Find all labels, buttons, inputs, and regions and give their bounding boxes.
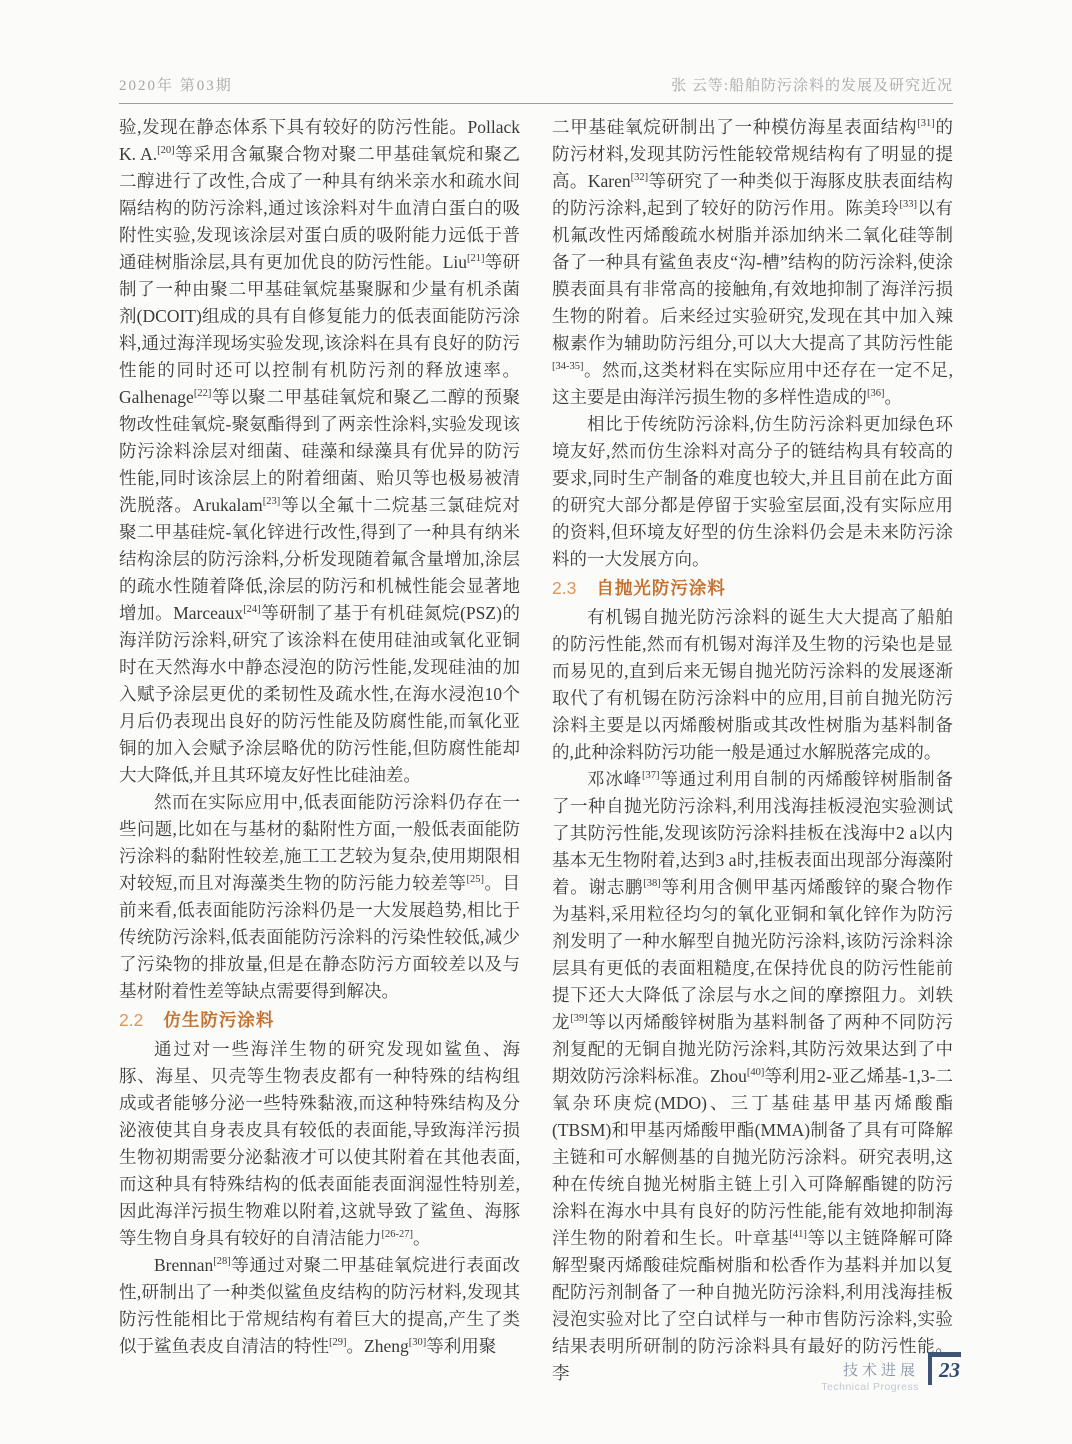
section-heading <box>552 574 953 603</box>
reference-marker: [24] <box>243 604 261 616</box>
reference-marker: [23] <box>262 496 281 508</box>
reference-marker: [29] <box>329 1337 347 1349</box>
reference-marker: [26-27] <box>381 1229 413 1241</box>
paragraph: 相比于传统防污涂料,仿生防污涂料更加绿色环境友好,然而仿生涂料对高分子的链结构具有较高的要求,同时生产制备的难度也较大,并且目前在此方面的研究大部分都是停留于实验室层面,没有实际应用的资料,但环境友好型的仿生涂料仍会是未来防污涂料的一大发展方向。 <box>552 414 953 569</box>
reference-marker: [36] <box>867 388 885 400</box>
running-title: 张 云等:船舶防污涂料的发展及研究近况 <box>671 78 953 94</box>
section-heading <box>119 1006 520 1035</box>
reference-marker: [40] <box>746 1067 765 1079</box>
reference-marker: [30] <box>408 1337 427 1349</box>
reference-marker: [32] <box>630 172 649 184</box>
paragraph: 邓冰峰[37]等通过利用自制的丙烯酸锌树脂制备了一种自抛光防污涂料,利用浅海挂板浸泡实验测试了其防污性能,发现该防污涂料挂板在浅海中2 a以内基本无生物附着,达到3 a时,挂板表面出现部分海藻附着。谢志鹏[38]等利用含侧甲基丙烯酸锌的聚合物作为基料,采用粒径均匀的氧化亚铜和氧化锌作为防污剂发明了一种水解型自抛光防污涂料,该防污涂料涂层具有更低的表面粗糙度,在保持优良的防污性能前提下还大大降低了涂层与水之间的摩擦阻力。刘轶龙[39]等以丙烯酸锌树脂为基料制备了两种不同防污剂复配的无铜自抛光防污涂料,其防污效果达到了中期效防污涂料标准。Zhou[40]等利用2-亚乙烯基-1,3-二氧杂环庚烷(MDO)、三丁基硅基甲基丙烯酸酯(TBSM)和甲基丙烯酸甲酯(MMA)制备了具有可降解主链和可水解侧基的自抛光防污涂料。研究表明,这种在传统自抛光树脂主链上引入可降解酯键的防污涂料在海水中具有良好的防污性能,能有效地抑制海洋生物的附着和生长。叶章基[41]等以主链降解可降解型聚丙烯酸硅烷酯树脂和松香作为基料并加以复配防污剂制备了一种自抛光防污涂料,利用浅海挂板浸泡实验对比了空白试样与一种市售防污涂料,实验结果表明所研制的防污涂料具有最好的防污性能。李 <box>552 769 954 1383</box>
page-footer <box>821 1352 961 1393</box>
paragraph: 验,发现在静态体系下具有较好的防污性能。Pollack K. A.[20]等采用含氟聚合物对聚二甲基硅氧烷和聚乙二醇进行了改性,合成了一种具有纳米亲水和疏水间隔结构的防污涂料,通过该涂料对牛血清白蛋白的吸附性实验,发现该涂层对蛋白质的吸附能力远低于普通硅树脂涂层,具有更加优良的防污性能。Liu[21]等研制了一种由聚二甲基硅氧烷基聚脲和少量有机杀菌剂(DCOIT)组成的具有自修复能力的低表面能防污涂料,通过海洋现场实验发现,该涂料在具有良好的防污性能的同时还可以控制有机防污剂的释放速率。Galhenage[22]等以聚二甲基硅氧烷和聚乙二醇的预聚物改性硅氧烷-聚氨酯得到了两亲性涂料,实验发现该防污涂料涂层对细菌、硅藻和绿藻具有优异的防污性能,同时该涂层上的附着细菌、贻贝等也极易被清洗脱落。Arukalam[23]等以全氟十二烷基三氯硅烷对聚二甲基硅烷-氧化锌进行改性,得到了一种具有纳米结构涂层的防污涂料,分析发现随着氟含量增加,涂层的疏水性随着降低,涂层的防污和机械性能会显著地增加。Marceaux[24]等研制了基于有机硅氮烷(PSZ)的海洋防污涂料,研究了该涂料在使用硅油或氧化亚铜时在天然海水中静态浸泡的防污性能,发现硅油的加入赋予涂层更优的柔韧性及疏水性,在海水浸泡10个月后仍表现出良好的防污性能及防腐性能,而氧化亚铜的加入会赋予涂层略优的防污性能,但防腐性能却大大降低,并且其环境友好性比硅油差。 <box>119 117 521 785</box>
article-body <box>119 114 953 1387</box>
page-number: 23 <box>939 1358 960 1382</box>
right-column <box>552 114 953 1387</box>
reference-marker: [21] <box>467 253 485 265</box>
section-title: 自抛光防污涂料 <box>596 578 726 598</box>
reference-marker: [38] <box>643 878 661 890</box>
paragraph: Brennan[28]等通过对聚二甲基硅氧烷进行表面改性,研制出了一种类似鲨鱼皮结构的防污材料,发现其防污性能相比于常规结构有着巨大的提高,产生了类似于鲨鱼表皮自清洁的特性[29]。Zheng[30]等利用聚 <box>119 1255 520 1356</box>
section-number: 2.2 <box>119 1010 144 1030</box>
reference-marker: [20] <box>157 145 175 157</box>
reference-marker: [25] <box>466 874 484 886</box>
paragraph: 然而在实际应用中,低表面能防污涂料仍存在一些问题,比如在与基材的黏附性方面,一般低表面能防污涂料的黏附性较差,施工工艺较为复杂,使用期限相对较短,而且对海藻类生物的防污能力较差等[25]。目前来看,低表面能防污涂料仍是一大发展趋势,相比于传统防污涂料,低表面能防污涂料的污染性较低,减少了污染物的排放量,但是在静态防污方面较差以及与基材附着性差等缺点需要得到解决。 <box>119 792 521 1001</box>
paragraph: 二甲基硅氧烷研制出了一种模仿海星表面结构[31]的防污材料,发现其防污性能较常规结构有了明显的提高。Karen[32]等研究了一种类似于海豚皮肤表面结构的防污涂料,起到了较好的防污作用。陈美玲[33]以有机氟改性丙烯酸疏水树脂并添加纳米二氧化硅等制备了一种具有鲨鱼表皮“沟-槽”结构的防污涂料,使涂膜表面具有非常高的接触角,有效地抑制了海洋污损生物的附着。后来经过实验研究,发现在其中加入辣椒素作为辅助防污组分,可以大大提高了其防污性能[34-35]。然而,这类材料在实际应用中还存在一定不足,这主要是由海洋污损生物的多样性造成的[36]。 <box>552 117 954 407</box>
reference-marker: [37] <box>642 770 660 782</box>
running-header <box>119 74 953 104</box>
reference-marker: [31] <box>917 118 935 130</box>
reference-marker: [28] <box>213 1256 231 1268</box>
reference-marker: [39] <box>570 1013 588 1025</box>
section-number: 2.3 <box>552 578 577 598</box>
reference-marker: [33] <box>899 199 917 211</box>
issue-label: 2020年 第03期 <box>119 78 233 94</box>
left-column <box>119 114 520 1387</box>
footer-section-cn: 技术进展 <box>842 1362 919 1379</box>
page-number-box <box>928 1352 961 1385</box>
paragraph: 通过对一些海洋生物的研究发现如鲨鱼、海豚、海星、贝壳等生物表皮都有一种特殊的结构组成或者能够分泌一些特殊黏液,而这种特殊结构及分泌液使其自身表皮具有较低的表面能,导致海洋污损生物初期需要分泌黏液才可以使其附着在其他表面,而这种具有特殊结构的低表面能表面润湿性特别差,因此海洋污损生物难以附着,这就导致了鲨鱼、海豚等生物自身具有较好的自清洁能力[26-27]。 <box>119 1039 520 1248</box>
reference-marker: [34-35] <box>552 361 584 373</box>
footer-section-en: Technical Progress <box>821 1381 919 1393</box>
section-title: 仿生防污涂料 <box>163 1010 275 1030</box>
reference-marker: [22] <box>193 388 212 400</box>
footer-section-label <box>821 1359 919 1393</box>
paragraph: 有机锡自抛光防污涂料的诞生大大提高了船舶的防污性能,然而有机锡对海洋及生物的污染也是显而易见的,直到后来无锡自抛光防污涂料的发展逐渐取代了有机锡在防污涂料中的应用,目前自抛光防污涂料主要是以丙烯酸树脂或其改性树脂为基料制备的,此种涂料防污功能一般是通过水解脱落完成的。 <box>552 607 953 762</box>
reference-marker: [41] <box>789 1229 807 1241</box>
